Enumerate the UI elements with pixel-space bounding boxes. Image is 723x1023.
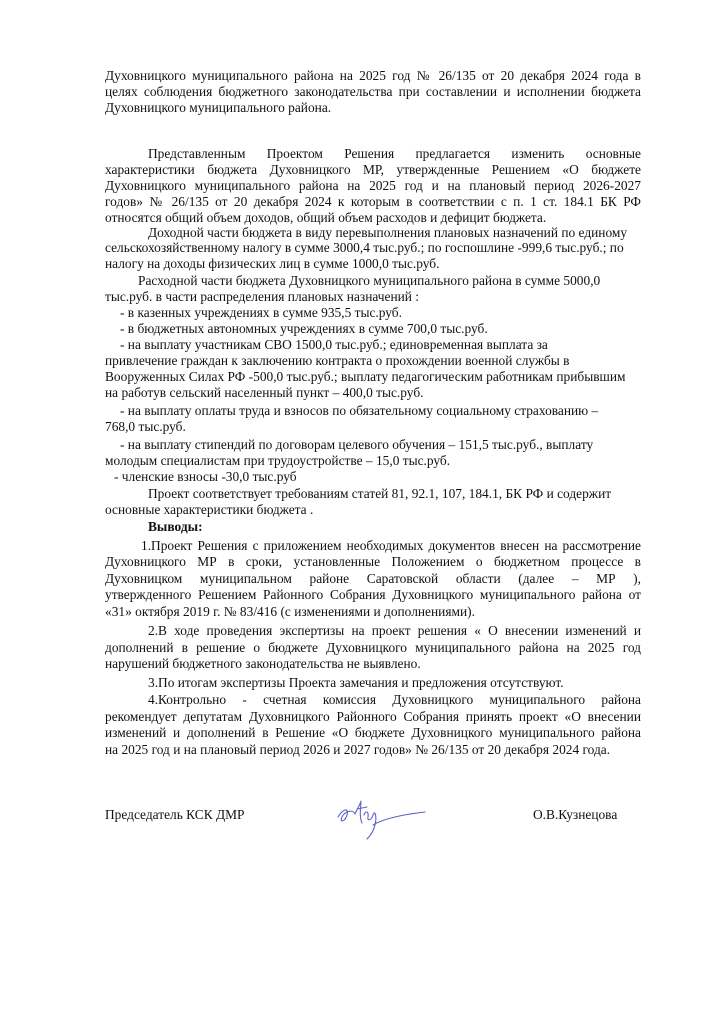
characteristics-line: годов» № 26/135 от 20 декабря 2024 к которым в соответствии с п. 1 ст. 184.1 БК РФ xyxy=(105,194,641,209)
expense-line: тыс.руб. в части распределения плановых назначений : xyxy=(105,289,420,304)
compliance-line: основные характеристики бюджета . xyxy=(105,502,314,517)
conclusion-2-line: нарушений бюджетного законодательства не выявлено. xyxy=(105,656,421,671)
expense-item: молодым специалистам при трудоустройстве – 15,0 тыс.руб. xyxy=(105,453,451,468)
expense-item: - в бюджетных автономных учреждениях в сумме 700,0 тыс.руб. xyxy=(120,321,488,336)
expense-item: Вооруженных Силах РФ -500,0 тыс.руб.; выплату педагогическим работникам прибывшим xyxy=(105,369,626,384)
conclusion-2-line: 2.В ходе проведения экспертизы на проект решения « О внесении изменений и xyxy=(148,623,641,638)
expense-item: привлечение граждан к заключению контракта о прохождении военной службы в xyxy=(105,353,570,368)
expense-item: на работув сельский населенный пункт – 400,0 тыс.руб. xyxy=(105,385,424,400)
conclusion-2-line: дополнений в решение о бюджете Духовницкого муниципального района на 2025 год xyxy=(105,640,641,655)
expense-item: - членские взносы -30,0 тыс.руб xyxy=(114,469,297,484)
conclusion-4-line: изменений и дополнений в Решение «О бюджете Духовницкого муниципального района xyxy=(105,725,641,740)
characteristics-line: Представленным Проектом Решения предлагается изменить основные xyxy=(148,146,641,161)
conclusion-1-line: утвержденного Решением Районного Собрания Духовницкого муниципального района от xyxy=(105,587,641,602)
expense-line: Расходной части бюджета Духовницкого муниципального района в сумме 5000,0 xyxy=(138,273,601,288)
conclusion-1-line: Духовницкого МР в сроки, установленные Положением о бюджетном процессе в xyxy=(105,554,641,569)
characteristics-line: Духовницкого муниципального района на 2025 год и на плановый период 2026-2027 xyxy=(105,178,641,193)
intro-line: Духовницкого муниципального района. xyxy=(105,100,332,115)
conclusion-1-line: «31» октября 2019 г. № 83/416 (с изменениями и дополнениями). xyxy=(105,604,475,619)
intro-line: Духовницкого муниципального района на 2025 год № 26/135 от 20 декабря 2024 года в xyxy=(105,68,641,83)
income-line: Доходной части бюджета в виду перевыполнения плановых назначений по единому xyxy=(148,225,628,240)
signature-block xyxy=(105,807,641,847)
expense-item: - в казенных учреждениях в сумме 935,5 тыс.руб. xyxy=(120,305,402,320)
conclusion-3-line: 3.По итогам экспертизы Проекта замечания и предложения отсутствуют. xyxy=(148,675,564,690)
characteristics-line: относятся общий объем доходов, общий объем расходов и дефицит бюджета. xyxy=(105,210,547,225)
income-line: сельскохозяйственному налогу в сумме 3000,4 тыс.руб.; по госпошлине -999,6 тыс.руб.; по xyxy=(105,240,624,255)
expense-item: 768,0 тыс.руб. xyxy=(105,419,186,434)
handwritten-signature xyxy=(333,795,433,840)
expense-item: - на выплату участникам СВО 1500,0 тыс.руб.; единовременная выплата за xyxy=(120,337,548,352)
expense-item: - на выплату оплаты труда и взносов по обязательному социальному страхованию – xyxy=(120,403,599,418)
expense-item: - на выплату стипендий по договорам целевого обучения – 151,5 тыс.руб., выплату xyxy=(120,437,594,452)
compliance-line: Проект соответствует требованиям статей 81, 92.1, 107, 184.1, БК РФ и содержит xyxy=(148,486,612,501)
intro-line: целях соблюдения бюджетного законодательства при составлении и исполнении бюджета xyxy=(105,84,641,99)
conclusion-1-line: Духовницком муниципальном районе Саратовской области (далее – МР ), xyxy=(105,571,641,586)
signatory-title: Председатель КСК ДМР xyxy=(105,807,245,822)
conclusion-4-line: рекомендует депутатам Духовницкого Районного Собрания принять проект «О внесении xyxy=(105,709,641,724)
conclusion-4-line: на 2025 год и на плановый период 2026 и 2027 годов» № 26/135 от 20 декабря 2024 года. xyxy=(105,742,611,757)
income-line: налогу на доходы физических лиц в сумме 1000,0 тыс.руб. xyxy=(105,256,440,271)
conclusion-4-line: 4.Контрольно - счетная комиссия Духовницкого муниципального района xyxy=(148,692,641,707)
conclusions-heading: Выводы: xyxy=(148,519,203,534)
conclusion-1-line: 1.Проект Решения с приложением необходимых документов внесен на рассмотрение xyxy=(141,538,641,553)
signatory-name: О.В.Кузнецова xyxy=(533,807,618,822)
characteristics-line: характеристики бюджета Духовницкого МР, утвержденные Решением «О бюджете xyxy=(105,162,641,177)
